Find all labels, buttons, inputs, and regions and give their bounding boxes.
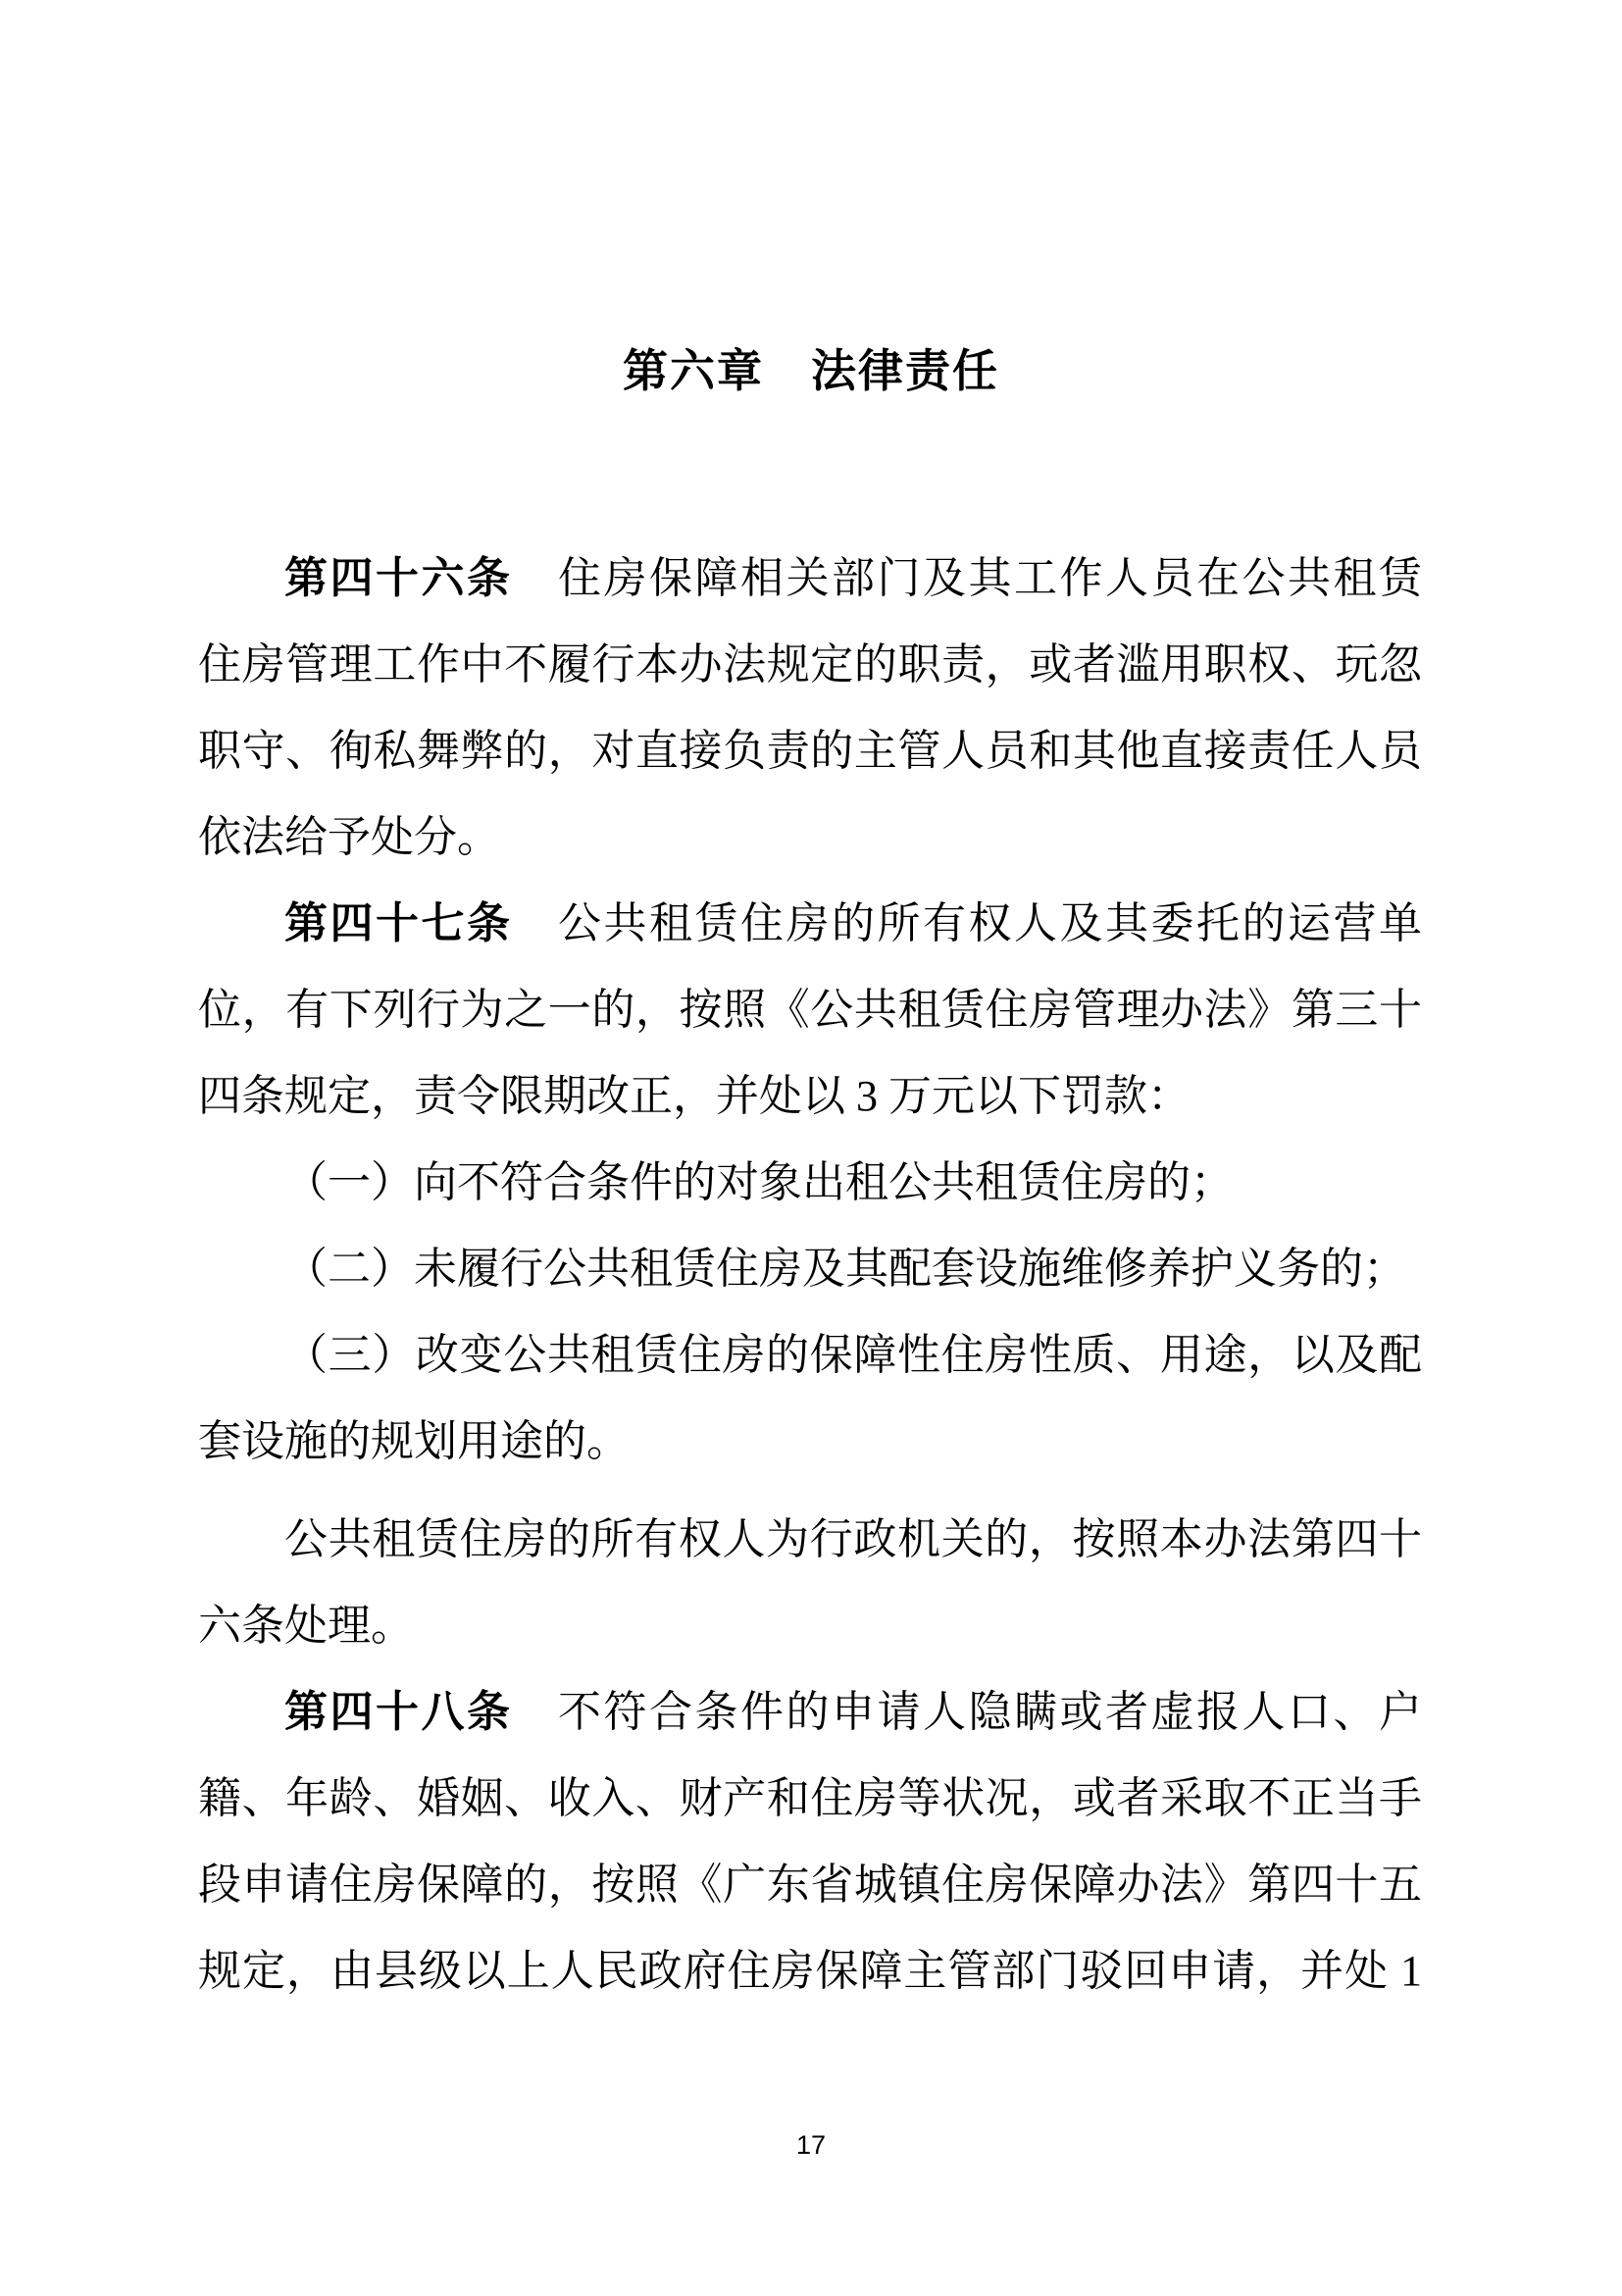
text-line [198, 881, 1422, 967]
article-number: 第四十八条 [284, 1688, 513, 1736]
article-number: 第四十六条 [284, 554, 513, 602]
line-text: 公共租赁住房的所有权人为行政机关的，按照本办法第四十 [284, 1515, 1422, 1563]
chapter-title: 第六章 法律责任 [623, 345, 999, 396]
text-line [198, 1053, 1422, 1140]
line-text: 不符合条件的申请人隐瞒或者虚报人口、户 [512, 1688, 1422, 1736]
line-text: 依法给予处分。 [198, 813, 500, 861]
line-text: 住房管理工作中不履行本办法规定的职责，或者滥用职权、玩忽 [198, 640, 1422, 689]
line-text: 公共租赁住房的所有权人及其委托的运营单 [512, 899, 1422, 947]
line-text: 六条处理。 [198, 1602, 414, 1650]
line-text: 位，有下列行为之一的，按照《公共租赁住房管理办法》第三十 [198, 986, 1422, 1034]
text-line [198, 1842, 1422, 1928]
text-line [198, 1226, 1422, 1312]
line-text: （二）未履行公共租赁住房及其配套设施维修养护义务的； [284, 1245, 1406, 1293]
text-line [198, 1399, 1422, 1485]
line-text: 段申请住房保障的，按照《广东省城镇住房保障办法》第四十五 [198, 1861, 1422, 1909]
line-text: 籍、年龄、婚姻、收入、财产和住房等状况，或者采取不正当手 [198, 1774, 1422, 1822]
line-text: （三）改变公共租赁住房的保障性住房性质、用途，以及配 [284, 1331, 1422, 1379]
page-number: 17 [795, 2130, 827, 2160]
text-line [198, 536, 1422, 622]
line-text: 住房保障相关部门及其工作人员在公共租赁 [512, 554, 1422, 602]
text-line [198, 1928, 1422, 2015]
text-line [198, 1312, 1422, 1399]
text-line [198, 967, 1422, 1053]
line-text: 套设施的规划用途的。 [198, 1417, 630, 1465]
text-line [198, 1140, 1422, 1226]
article-number: 第四十七条 [284, 899, 513, 947]
document-body [198, 536, 1422, 2015]
line-text: 规定，由县级以上人民政府住房保障主管部门驳回申请，并处 1 [198, 1947, 1422, 1995]
text-line [198, 708, 1422, 794]
line-text: （一）向不符合条件的对象出租公共租赁住房的； [284, 1158, 1234, 1206]
text-line [198, 1497, 1422, 1583]
text-line [198, 1583, 1422, 1669]
text-line [198, 794, 1422, 881]
text-line [198, 622, 1422, 708]
text-line [198, 1756, 1422, 1842]
line-text: 四条规定，责令限期改正，并处以 3 万元以下罚款： [198, 1072, 1191, 1120]
text-line [198, 1669, 1422, 1756]
line-text: 职守、徇私舞弊的，对直接负责的主管人员和其他直接责任人员 [198, 727, 1422, 775]
